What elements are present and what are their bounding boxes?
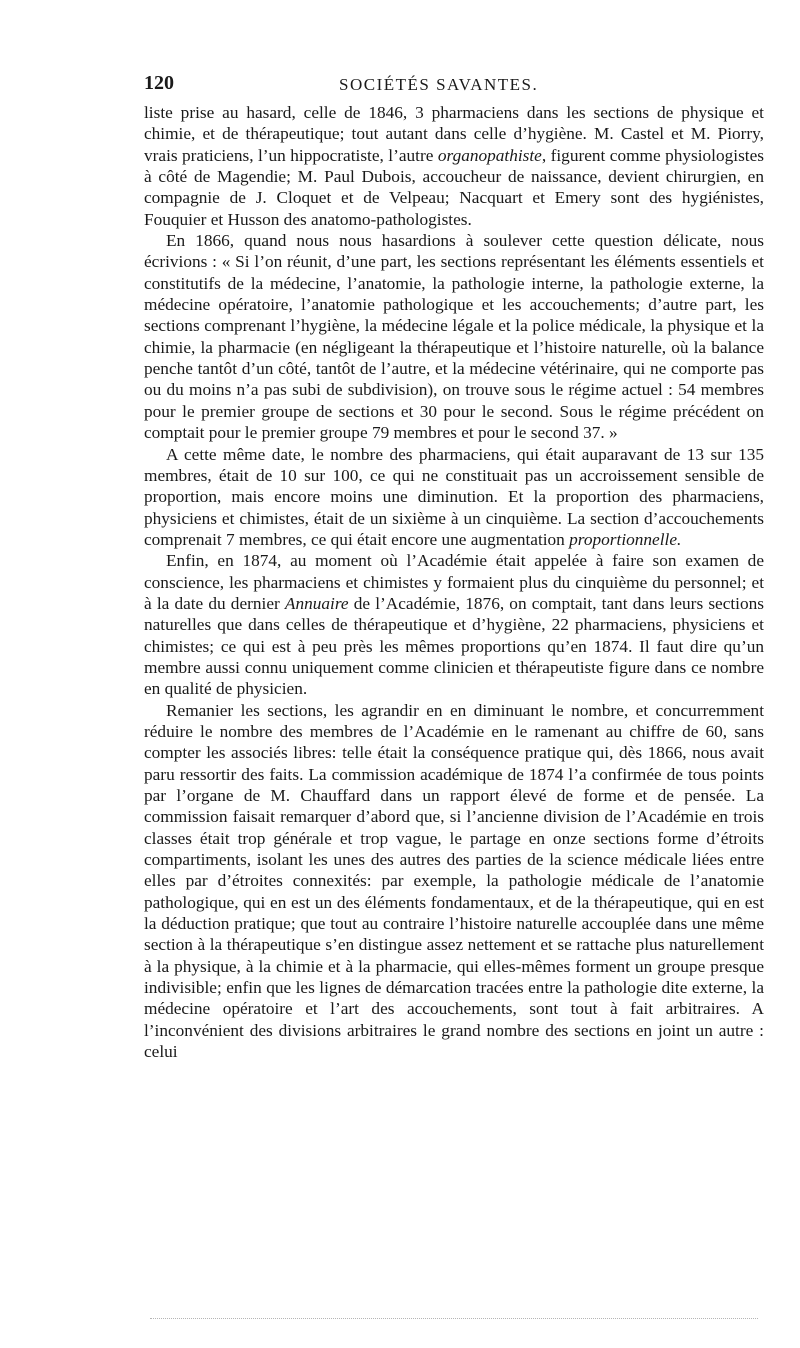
running-title: SOCIÉTÉS SAVANTES.: [339, 75, 539, 94]
paragraph: [144, 102, 764, 230]
paragraph: [144, 550, 764, 699]
paragraph-text: Enfin, en 1874, au moment où l’Académie était appelée à faire son examen de conscience, les pharmaciens et chimistes y formaient plus du cinquième du personnel; et à la date du dernier: [144, 551, 764, 613]
paragraph-text: Remanier les sections, les agrandir en en diminuant le nombre, et concurremment réduire le nombre des membres de l’Académie en le ramenant au chiffre de 60, sans compter les associés libres: telle était la conséquence pratique qui, dès 1866, nous avait paru ressortir des faits. La commission académique de 1874 l’a confirmée de tous points par l’organe de M. Chauffard dans un rapport élevé de forme et de pensée. La commission faisait remarquer d’abord que, si l’ancienne division de l’Académie en trois classes était trop générale et trop vague, le partage en onze sections forme d’étroits compartiments, isolant les unes des autres des parties de la science médicale liées entre elles par d’étroites connexités: par exemple, la pathologie médicale de l’anatomie pathologique, qui en est un des éléments fondamentaux, et de la thérapeutique, qui en est la déduction pratique; que tout au contraire l’histoire naturelle accouplée dans une même section à la thérapeutique s’en distingue assez nettement et se rattache plus naturellement à la physique, à la chimie et à la pharmacie, qui elles-mêmes forment un groupe presque indivisible; enfin que les lignes de démarcation tracées entre la pathologie dite externe, la médecine opératoire et l’art des accouchements, sont tout à fait arbitraires. A l’inconvénient des divisions arbitraires le grand nombre des sections en joint un autre : celui: [144, 700, 764, 1062]
paragraph-text: liste prise au hasard, celle de 1846, 3 pharmaciens dans les sections de physique et chimie, et de thérapeutique; tout autant dans celle d’hygiène. M. Castel et M. Piorry, vrais praticiens, l’un hippocratiste, l’autre: [144, 103, 764, 165]
paragraph-text: A cette même date, le nombre des pharmaciens, qui était auparavant de 13 sur 135 membres, était de 10 sur 100, ce qui ne constituait pas un accroissement sensible de proportion, mais encore moins une diminution. Et la proportion des pharmaciens, physiciens et chimistes, était de un sixième à un cinquième. La section d’accouchements comprenait 7 membres, ce qui était encore une augmentation: [144, 444, 764, 549]
paragraph-text: , figurent comme physiologistes à côté de Magendie; M. Paul Dubois, accoucheur de naissance, devient chirurgien, en compagnie de J. Cloquet et de Velpeau; Nacquart et Emery sont des hygiénistes, Fouquier et Husson des anatomo-pathologistes.: [144, 145, 764, 229]
paragraph-text: de l’Académie, 1876, on comptait, tant dans leurs sections naturelles que dans celles de thérapeutique et d’hygiène, 22 pharmaciens, physiciens et chimistes; ce qui est à peu près les mêmes proportions qu’en 1874. Il faut dire qu’un membre aussi connu uniquement comme clinicien et thérapeutiste figure dans ce nombre en qualité de physicien.: [144, 593, 764, 699]
italic-text: Annuaire: [284, 593, 349, 613]
running-head: [144, 72, 764, 102]
footer-dotted-rule: [150, 1318, 758, 1319]
italic-text: organopathiste: [437, 145, 542, 165]
page-number: 120: [144, 72, 174, 94]
paragraph: [144, 230, 764, 443]
paragraph-text: En 1866, quand nous nous hasardions à soulever cette question délicate, nous écrivions : « Si l’on réunit, d’une part, les sections représentant les éléments essentiels et constitutifs de la médecine, l’anatomie, la pathologie interne, la pathologie externe, la médecine opératoire, l’anatomie pathologique et les accouchements; d’autre part, les sections comprenant l’hygiène, la médecine légale et la police médicale, la physique et la chimie, la pharmacie (en négligeant la thérapeutique et l’histoire naturelle, où la balance penche tantôt d’un côté, tantôt de l’autre, et la médecine vétérinaire, qui ne comporte pas ou du moins n’a pas subi de subdivision), on trouve sous le régime actuel : 54 membres pour le premier groupe de sections et 30 pour le second. Sous le régime précédent on comptait pour le premier groupe 79 membres et pour le second 37. »: [144, 231, 764, 443]
paragraph: [144, 444, 764, 551]
body-text: [144, 102, 764, 1062]
paragraph: [144, 700, 764, 1063]
italic-text: proportionnelle.: [569, 529, 682, 549]
